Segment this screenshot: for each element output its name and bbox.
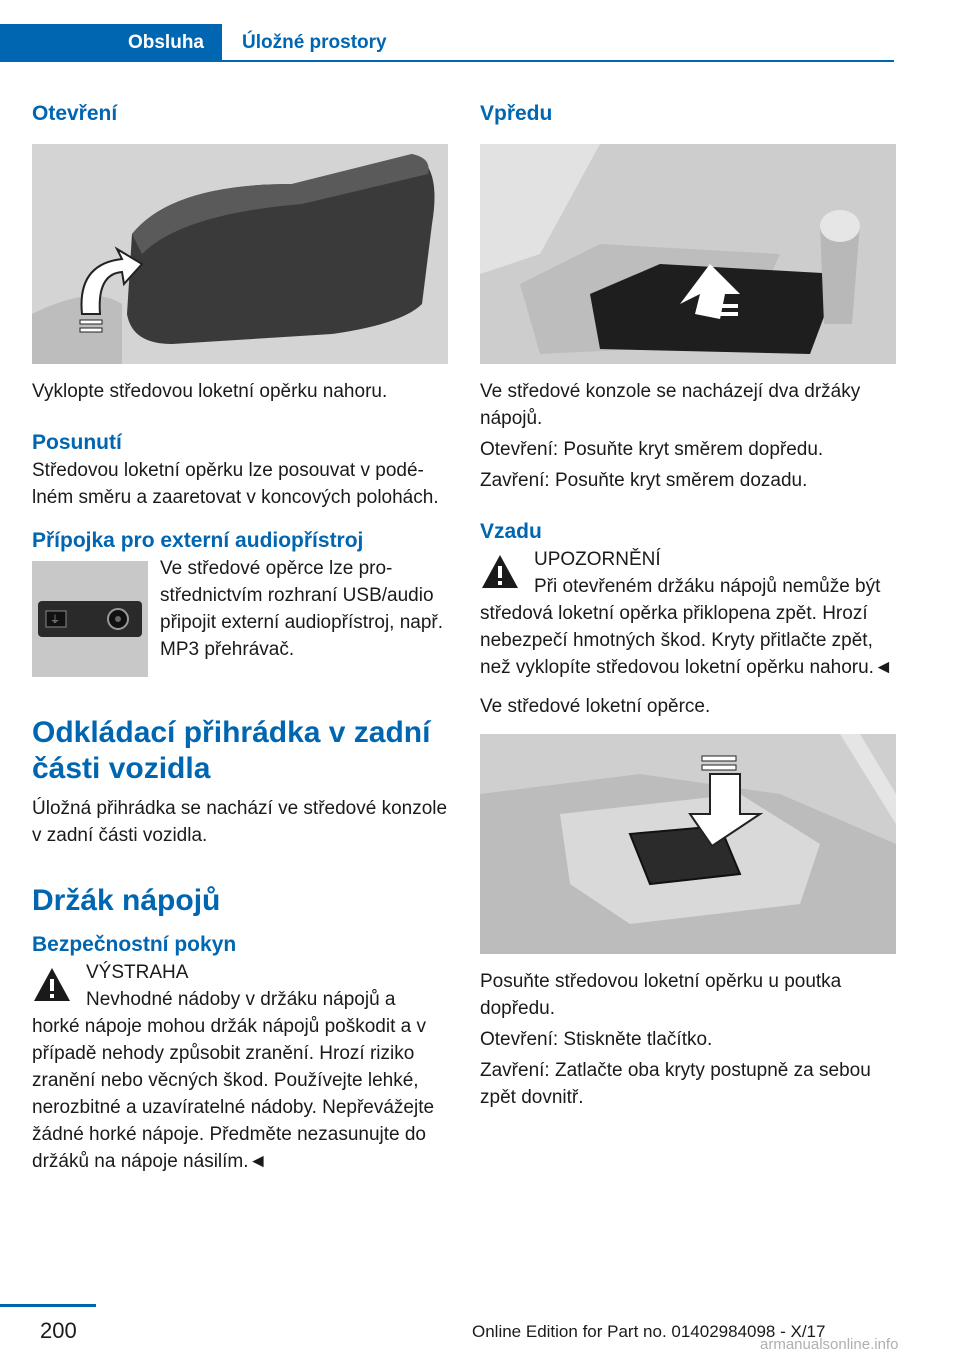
warning-block [32,959,448,1175]
armrest-text: Ve středové loketní opěrce. [480,696,711,717]
warning-title: VÝSTRAHA [86,962,189,983]
audio-heading: Přípojka pro externí audiopřístroj [32,529,364,552]
cup-holder-heading: Držák nápojů [32,884,221,917]
edition-text: Online Edition for Part no. 01402984098 - X/17 [472,1322,826,1341]
armrest-photo [32,144,448,364]
front-text-2: Otevření: Posuňte kryt směrem dopředu. [480,439,824,460]
header-divider [222,60,894,62]
sliding-heading: Posunutí [32,431,122,454]
left-column [32,100,448,1175]
warning-icon [32,965,72,1005]
usb-aux-photo [32,561,148,677]
audio-block [32,555,448,681]
front-cupholder-photo [480,144,896,364]
rear-storage-text: Úložná přihrádka se nachází ve středové konzole v zadní části vozidla. [32,798,448,846]
tab-obsluha[interactable]: Obsluha [0,24,222,62]
caution-title: UPOZORNĚNÍ [534,549,661,570]
warning-text: Nevhodné nádoby v držáku nápojů a horké nápoje mohou držák nápojů poškodit a v případě nehody způsobit zranění. Hrozí riziko zranění nebo věcných škod. Používejte lehké, nerozbitné a uzavíratelné nádoby. Nepřevážejte žádné horké nápoje. Předměte nezasunujte do držáků na nápoje násilím.◄ [32,989,435,1172]
front-text-1: Ve středové konzole se nacházejí dva držáky nápojů. [480,381,861,429]
caution-text: Při otevřeném držáku nápojů nemůže být středová loketní opěrka přiklopena zpět. Hrozí nebezpečí hmotných škod. Kryty přitlačte zpět, než vyklopíte středovou loketní opěrku nahoru.◄ [480,576,893,678]
safety-heading: Bezpečnostní pokyn [32,933,237,956]
watermark: armanualsonline.info [760,1336,899,1353]
audio-text: Ve středové opěrce lze prostřednictvím rozhraní USB/audio připojit externí audiopřístroj, např. MP3 přehrávač. [160,558,444,660]
front-heading: Vpředu [480,102,553,125]
rear-text-3: Zavření: Zatlačte oba kryty postupně za sebou zpět dovnitř. [480,1060,871,1108]
rear-heading: Vzadu [480,520,542,543]
page-header [0,0,960,62]
page-number: 200 [40,1318,77,1343]
rear-text-1: Posuňte středovou loketní opěrku u poutka dopředu. [480,971,842,1019]
rear-cupholder-photo [480,734,896,954]
footer-divider [0,1304,96,1307]
caution-icon [480,552,520,592]
sliding-text: Středovou loketní opěrku lze posouvat v podélném směru a zaaretovat v koncových polohách. [32,460,439,508]
svg-text:⏚: ⏚ [50,615,60,626]
rear-text-2: Otevření: Stiskněte tlačítko. [480,1029,713,1050]
rear-storage-heading: Odkládací přihrádka v zadní části vozidla [32,716,431,785]
right-column [480,100,896,1111]
opening-text: Vyklopte středovou loketní opěrku nahoru. [32,381,388,402]
opening-heading: Otevření [32,102,118,125]
caution-block [480,546,896,681]
tab-section[interactable]: Úložné prostory [222,24,894,62]
front-text-3: Zavření: Posuňte kryt směrem dozadu. [480,470,808,491]
